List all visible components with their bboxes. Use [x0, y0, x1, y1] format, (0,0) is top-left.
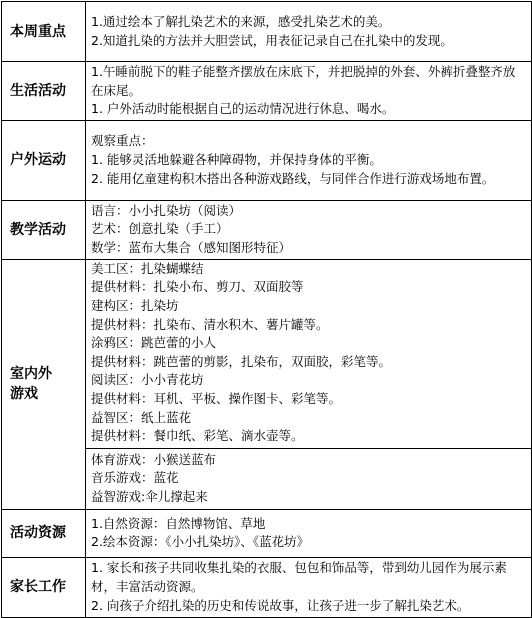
- row-indoor: [2, 259, 532, 509]
- text-line: 数学：蓝布大集合（感知图形特征）: [91, 240, 292, 256]
- row-label: [2, 259, 86, 509]
- row-content: [86, 557, 532, 617]
- row-label: 家长工作: [2, 557, 86, 617]
- row-content: [86, 259, 532, 509]
- row-content: [86, 509, 532, 557]
- text-line: 体育游戏：小猴送蓝布: [91, 451, 217, 467]
- text-line: 2. 向孩子介绍扎染的历史和传说故事，让孩子进一步了解扎染艺术。: [91, 597, 470, 613]
- text-line: 1. 能够灵活地躲避各种障碍物，并保持身体的平衡。: [91, 151, 382, 167]
- row-label: 户外运动: [2, 120, 86, 200]
- row-content: [86, 62, 532, 121]
- text-line: 2.绘本资源：《小小扎染坊》、《蓝花坊》: [91, 534, 310, 550]
- row-label: 本周重点: [2, 2, 86, 62]
- row-content: [86, 120, 532, 200]
- text-line: 涂鸦区：跳芭蕾的小人: [91, 335, 217, 351]
- text-line: 建构区：扎染坊: [91, 297, 179, 313]
- text-line: 提供材料：扎染小布、剪刀、双面胶等: [91, 279, 304, 295]
- text-line: 提供材料：餐巾纸、彩笔、滴水壶等。: [91, 428, 304, 444]
- text-line: 提供材料：跳芭蕾的剪影，扎染布，双面胶，彩笔等。: [91, 353, 392, 369]
- text-line: 1. 家长和孩子共同收集扎染的衣服、包包和饰品等，带到幼儿园作为展示素材，丰富活动资源。: [91, 560, 507, 594]
- games-section: [86, 448, 531, 509]
- text-line: 益智游戏:伞儿撑起来: [91, 489, 208, 505]
- text-line: 艺术：创意扎染（手工）: [91, 221, 229, 237]
- text-line: 1.午睡前脱下的鞋子能整齐摆放在床底下，并把脱掉的外套、外裤折叠整齐放在床尾。: [91, 64, 516, 98]
- text-line: 提供材料：扎染布、清水积木、薯片罐等。: [91, 316, 329, 332]
- row-teaching: [2, 200, 532, 259]
- row-label: 活动资源: [2, 509, 86, 557]
- text-line: 阅读区：小小青花坊: [91, 372, 204, 388]
- row-resources: [2, 509, 532, 557]
- text-line: 观察重点：: [91, 133, 154, 149]
- row-parents: [2, 557, 532, 617]
- text-line: 2. 能用亿童建构积木搭出各种游戏路线，与同伴合作进行游戏场地布置。: [91, 170, 495, 186]
- label-line: 室内外: [10, 366, 52, 383]
- row-life: [2, 62, 532, 121]
- learning-areas: [86, 260, 531, 449]
- row-outdoor: [2, 120, 532, 200]
- row-content: [86, 2, 532, 62]
- indoor-subtable: [86, 260, 531, 509]
- row-label: 教学活动: [2, 200, 86, 259]
- row-label: 生活活动: [2, 62, 86, 121]
- text-line: 2.知道扎染的方法并大胆尝试，用表征记录自己在扎染中的发现。: [91, 32, 453, 48]
- label-line: 游戏: [10, 386, 38, 403]
- text-line: 音乐游戏：蓝花: [91, 470, 179, 486]
- text-line: 益智区：纸上蓝花: [91, 409, 192, 425]
- text-line: 美工区：扎染蝴蝶结: [91, 260, 204, 276]
- text-line: 1. 户外活动时能根据自己的运动情况进行休息、喝水。: [91, 101, 395, 117]
- text-line: 提供材料：耳机、平板、操作图卡、彩笔等。: [91, 390, 342, 406]
- text-line: 1.自然资源：自然博物馆、草地: [91, 515, 266, 531]
- row-content: [86, 200, 532, 259]
- text-line: 1.通过绘本了解扎染艺术的来源，感受扎染艺术的美。: [91, 13, 391, 29]
- text-line: 语言：小小扎染坊（阅读）: [91, 202, 242, 218]
- row-focus: [2, 2, 532, 62]
- weekly-plan-table: [1, 1, 532, 618]
